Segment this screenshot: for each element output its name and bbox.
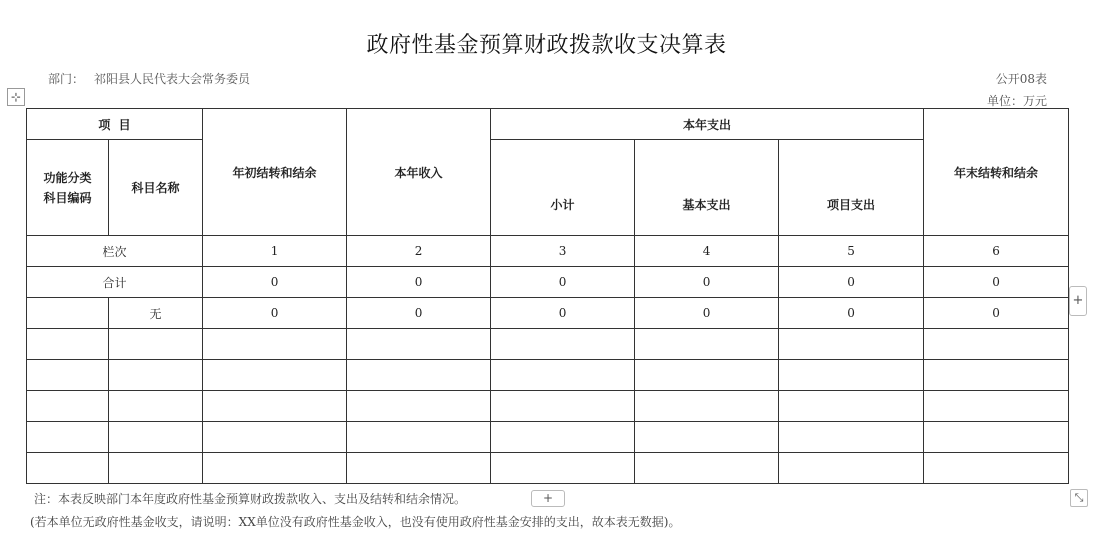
header-func-code	[27, 140, 109, 236]
row-cell[interactable]: 0	[203, 298, 347, 329]
table-row	[27, 298, 1069, 329]
row-subject-name[interactable]: 无	[109, 298, 203, 329]
header-subject-name: 科目名称	[109, 140, 203, 236]
empty-cell[interactable]	[491, 422, 635, 453]
empty-cell[interactable]	[635, 422, 779, 453]
total-cell[interactable]: 0	[924, 267, 1069, 298]
row-cell[interactable]: 0	[924, 298, 1069, 329]
header-func-code-line2: 科目编码	[43, 190, 92, 205]
header-end-balance: 年末结转和结余	[924, 109, 1069, 236]
empty-cell[interactable]	[347, 422, 491, 453]
empty-cell[interactable]	[203, 453, 347, 484]
empty-cell[interactable]	[924, 329, 1069, 360]
add-row-button[interactable]: +	[531, 490, 565, 507]
empty-cell[interactable]	[491, 329, 635, 360]
page-title: 政府性基金预算财政拨款收支决算表	[366, 33, 727, 58]
unit-label: 单位：万元	[986, 94, 1047, 108]
column-index-cell: 2	[347, 236, 491, 267]
column-index-cell: 5	[779, 236, 924, 267]
add-column-button[interactable]: +	[1069, 286, 1087, 316]
empty-cell[interactable]	[491, 391, 635, 422]
table-resize-handle-icon[interactable]: ⤡	[1070, 489, 1088, 507]
empty-cell[interactable]	[347, 453, 491, 484]
header-item: 项 目	[27, 109, 203, 140]
row-cell[interactable]: 0	[491, 298, 635, 329]
empty-cell[interactable]	[109, 391, 203, 422]
empty-cell[interactable]	[27, 360, 109, 391]
empty-cell[interactable]	[924, 453, 1069, 484]
empty-cell[interactable]	[924, 422, 1069, 453]
empty-cell[interactable]	[779, 360, 924, 391]
empty-row	[27, 329, 1069, 360]
column-index-cell: 6	[924, 236, 1069, 267]
department-name: 祁阳县人民代表大会常务委员	[94, 72, 251, 86]
empty-cell[interactable]	[203, 391, 347, 422]
empty-cell[interactable]	[203, 422, 347, 453]
empty-cell[interactable]	[779, 453, 924, 484]
empty-row	[27, 360, 1069, 391]
form-code: 公开08表	[995, 72, 1047, 86]
department-line	[48, 70, 250, 87]
table-move-handle-icon[interactable]: ⊹	[7, 88, 25, 106]
empty-cell[interactable]	[27, 329, 109, 360]
empty-cell[interactable]	[347, 329, 491, 360]
header-func-code-line1: 功能分类	[43, 170, 92, 185]
department-label: 部门：	[48, 72, 85, 86]
row-cell[interactable]: 0	[347, 298, 491, 329]
empty-cell[interactable]	[27, 453, 109, 484]
empty-cell[interactable]	[27, 422, 109, 453]
row-cell[interactable]: 0	[635, 298, 779, 329]
header-row-1	[27, 109, 1069, 140]
note-line-1: 注：本表反映部门本年度政府性基金预算财政拨款收入、支出及结转和结余情况。	[34, 492, 467, 506]
empty-row	[27, 453, 1069, 484]
empty-cell[interactable]	[347, 360, 491, 391]
total-label: 合计	[27, 267, 203, 298]
column-index-cell: 1	[203, 236, 347, 267]
column-index-cell: 4	[635, 236, 779, 267]
empty-cell[interactable]	[779, 422, 924, 453]
empty-cell[interactable]	[491, 453, 635, 484]
budget-table	[26, 108, 1069, 484]
total-cell[interactable]: 0	[203, 267, 347, 298]
empty-cell[interactable]	[635, 329, 779, 360]
header-row-2	[27, 140, 1069, 236]
header-income: 本年收入	[347, 109, 491, 236]
header-subtotal: 小计	[491, 140, 635, 236]
empty-cell[interactable]	[347, 391, 491, 422]
empty-row	[27, 422, 1069, 453]
empty-cell[interactable]	[27, 391, 109, 422]
row-cell[interactable]: 0	[779, 298, 924, 329]
total-row	[27, 267, 1069, 298]
empty-cell[interactable]	[109, 422, 203, 453]
empty-cell[interactable]	[924, 391, 1069, 422]
total-cell[interactable]: 0	[635, 267, 779, 298]
empty-cell[interactable]	[779, 391, 924, 422]
empty-cell[interactable]	[109, 453, 203, 484]
column-index-label: 栏次	[27, 236, 203, 267]
empty-cell[interactable]	[491, 360, 635, 391]
total-cell[interactable]: 0	[491, 267, 635, 298]
empty-cell[interactable]	[109, 329, 203, 360]
note-line-2: (若本单位无政府性基金收支，请说明：XX单位没有政府性基金收入，也没有使用政府性基金安排的支出，故本表无数据)。	[30, 515, 681, 529]
header-project-expense: 项目支出	[779, 140, 924, 236]
empty-cell[interactable]	[109, 360, 203, 391]
header-basic-expense: 基本支出	[635, 140, 779, 236]
empty-cell[interactable]	[924, 360, 1069, 391]
empty-cell[interactable]	[635, 453, 779, 484]
empty-cell[interactable]	[203, 329, 347, 360]
column-index-cell: 3	[491, 236, 635, 267]
column-index-row	[27, 236, 1069, 267]
header-begin-balance: 年初结转和结余	[203, 109, 347, 236]
empty-cell[interactable]	[635, 360, 779, 391]
total-cell[interactable]: 0	[347, 267, 491, 298]
empty-cell[interactable]	[203, 360, 347, 391]
empty-row	[27, 391, 1069, 422]
row-code[interactable]	[27, 298, 109, 329]
empty-cell[interactable]	[635, 391, 779, 422]
total-cell[interactable]: 0	[779, 267, 924, 298]
empty-cell[interactable]	[779, 329, 924, 360]
header-expense: 本年支出	[491, 109, 924, 140]
